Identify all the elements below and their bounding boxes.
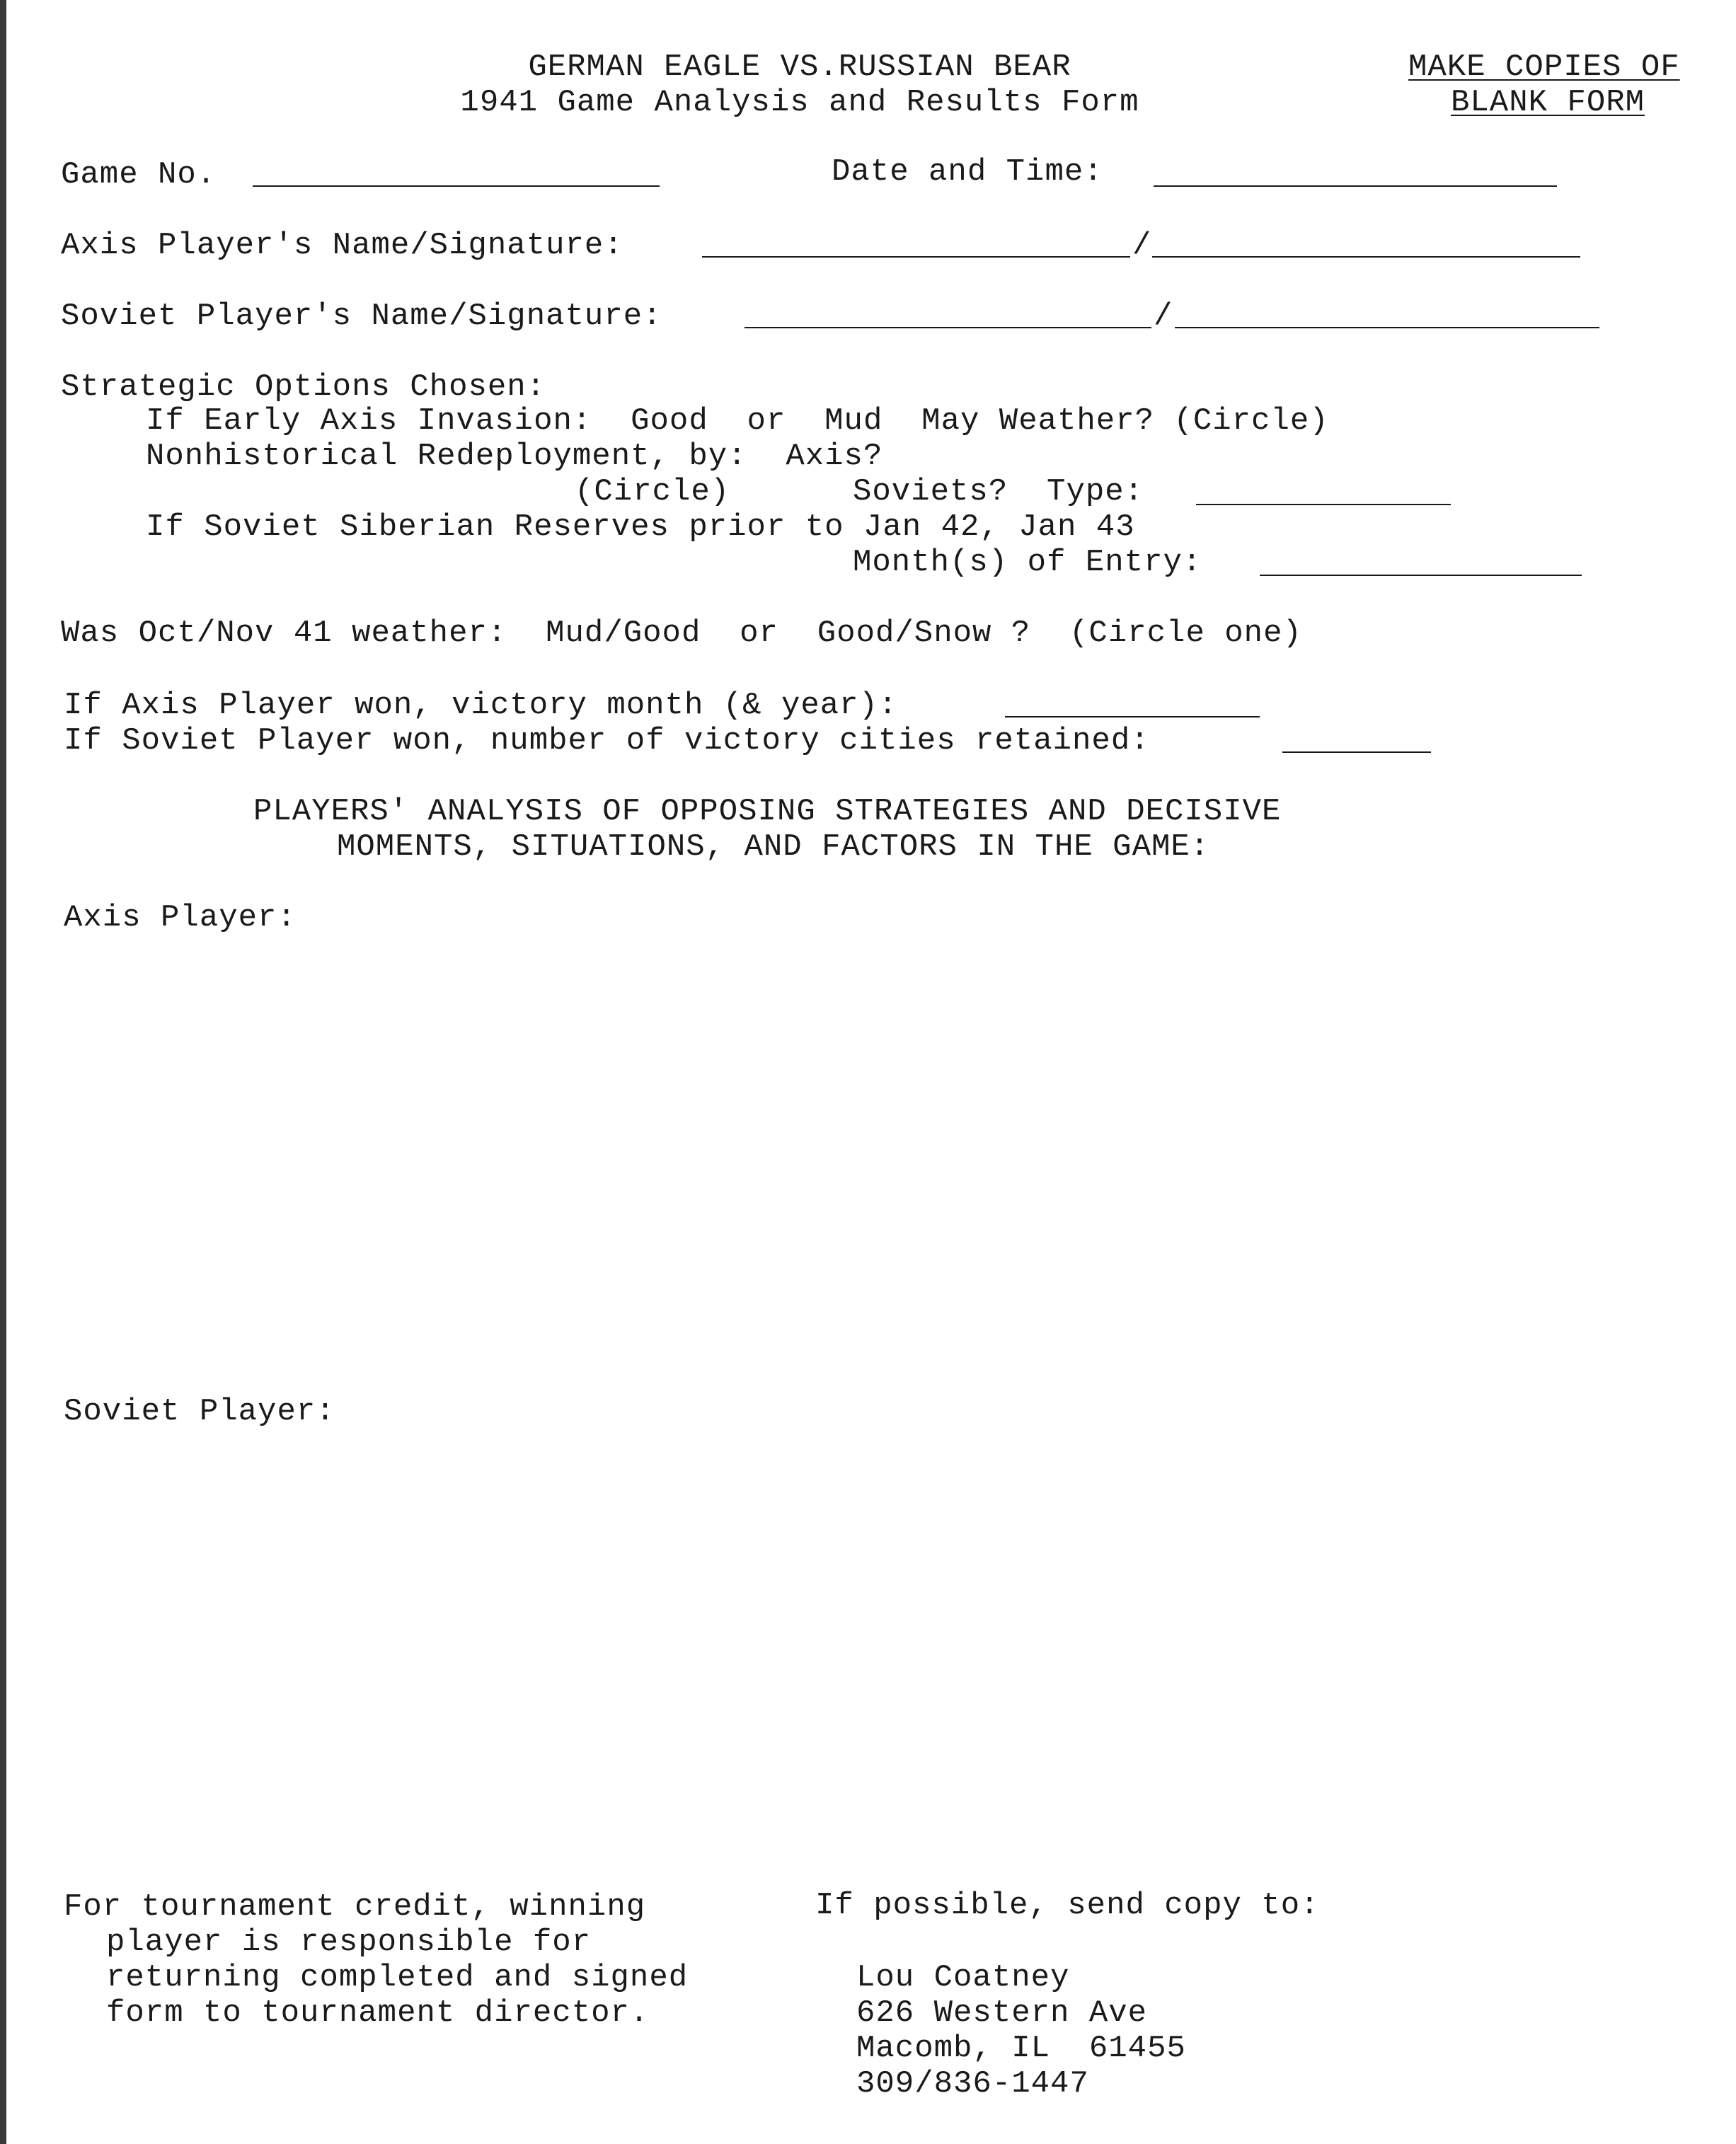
address-name: Lou Coatney [856,1960,1070,1995]
soviet-player-signature-field[interactable] [1175,327,1599,328]
axis-analysis-area[interactable] [64,941,1677,1380]
form-title: GERMAN EAGLE VS.RUSSIAN BEAR [528,50,1071,85]
weather-question: Was Oct/Nov 41 weather: Mud/Good or Good/Snow ? (Circle one) [61,616,1302,651]
soviet-player-name-field[interactable] [745,327,1151,328]
date-time-label: Date and Time: [832,154,1103,190]
analysis-heading-line1: PLAYERS' ANALYSIS OF OPPOSING STRATEGIES AND DECISIVE [253,794,1282,829]
credit-line-4: form to tournament director. [106,1995,650,2031]
redeployment-soviets: Soviets? Type: [853,474,1144,509]
address-street: 626 Western Ave [856,1995,1148,2031]
analysis-heading-line2: MOMENTS, SITUATIONS, AND FACTORS IN THE GAME: [337,829,1210,865]
credit-line-2: player is responsible for [106,1925,592,1960]
address-city: Macomb, IL 61455 [856,2031,1186,2066]
axis-victory-field[interactable] [1005,716,1260,717]
game-no-field[interactable] [253,185,660,187]
form-subtitle: 1941 Game Analysis and Results Form [460,85,1139,120]
game-no-label: Game No. [61,157,217,192]
credit-line-1: For tournament credit, winning [64,1889,646,1925]
soviet-victory-label: If Soviet Player won, number of victory cities retained: [64,723,1150,759]
soviet-slash: / [1154,299,1173,334]
month-of-entry-field[interactable] [1260,575,1582,576]
siberian-reserves-line: If Soviet Siberian Reserves prior to Jan 42, Jan 43 [146,509,1135,545]
month-of-entry-label: Month(s) of Entry: [853,545,1202,580]
axis-player-label: Axis Player's Name/Signature: [61,228,623,263]
copy-notice-line1: MAKE COPIES OF [1408,50,1680,85]
soviet-analysis-area[interactable] [64,1436,1677,1875]
axis-player-name-field[interactable] [702,256,1130,258]
redeployment-line: Nonhistorical Redeployment, by: Axis? [146,439,883,474]
axis-slash: / [1132,228,1152,263]
credit-line-3: returning completed and signed [106,1960,689,1995]
axis-analysis-label: Axis Player: [64,900,297,935]
axis-victory-label: If Axis Player won, victory month (& year): [64,688,898,723]
redeployment-type-field[interactable] [1196,504,1451,505]
address-phone: 309/836-1447 [856,2066,1089,2102]
soviet-analysis-label: Soviet Player: [64,1394,335,1429]
strategic-heading: Strategic Options Chosen: [61,369,546,405]
copy-notice-line2: BLANK FORM [1451,85,1645,120]
redeployment-circle: (Circle) [575,474,730,509]
soviet-victory-field[interactable] [1282,751,1431,753]
early-invasion-line: If Early Axis Invasion: Good or Mud May Weather? (Circle) [146,403,1329,439]
soviet-player-label: Soviet Player's Name/Signature: [61,299,662,334]
send-copy-label: If possible, send copy to: [815,1888,1320,1923]
date-time-field[interactable] [1154,185,1557,187]
axis-player-signature-field[interactable] [1152,256,1580,258]
scan-edge [0,0,6,2144]
